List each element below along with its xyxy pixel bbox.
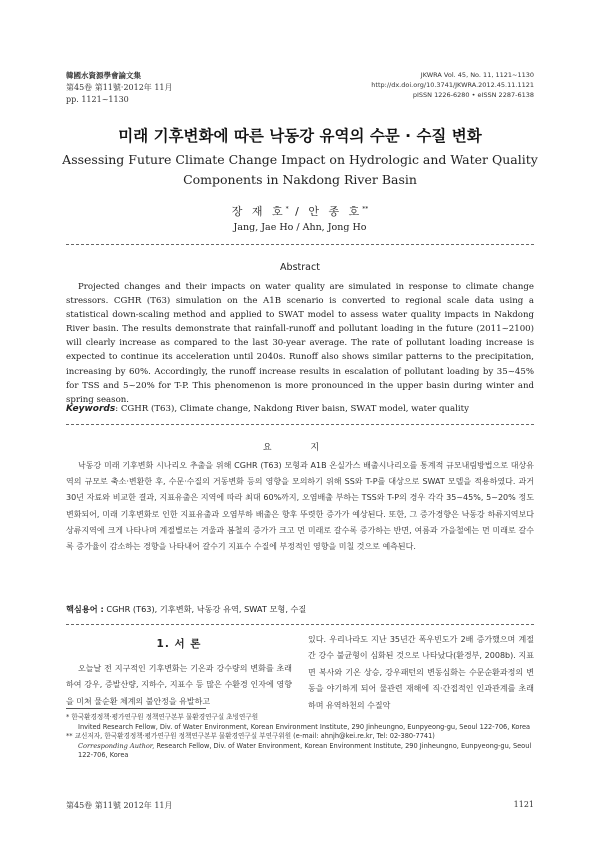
footnotes xyxy=(66,713,534,761)
page-range: pp. 1121~1130 xyxy=(66,95,129,104)
journal-header-left xyxy=(66,70,173,106)
journal-name-ko: 韓國水資源學會論文集 xyxy=(66,71,141,80)
footnote-2-en-text: Research Fellow, Div. of Water Environment, Korean Environment Institute, 290 Jinheungno, Eunpyeong-gu, Seoul 122-706, Korea xyxy=(78,741,532,760)
journal-header-right xyxy=(371,70,534,100)
volume-info-ko: 第45卷 第11號·2012年 11月 xyxy=(66,83,173,92)
keywords-ko-line xyxy=(66,604,534,615)
section-1-text-left: 오늘날 전 지구적인 기후변화는 기온과 강수량의 변화를 초래하여 강우, 증발산량, 지하수, 지표수 등 많은 수환경 인자에 영향을 미쳐 물순환 체계의 불안정을 유발하고 xyxy=(66,664,292,706)
footnote-2-ko: ** 교신저자, 한국환경정책·평가연구원 정책연구본부 물환경연구실 부연구위원 (e-mail: ahnjh@kei.re.kr, Tel: 02-380-7741) xyxy=(66,732,435,741)
keywords-text: : CGHR (T63), Climate change, Nakdong River baisn, SWAT model, water quality xyxy=(115,404,469,414)
author-2-mark: ** xyxy=(362,205,369,213)
author-2-ko: 안 종 호 xyxy=(308,205,363,218)
summary-ko-body: 낙동강 미래 기후변화 시나리오 추출을 위해 CGHR (T63) 모형과 A1B 온실가스 배출시나리오를 통계적 규모내림방법으로 대상유역의 규모로 축소·변환한 후, 수문·수질의 거동변화 등의 영향을 모의하기 위해 SS와 T-P를 대상으로 SWAT 모델을 적용하였다. 과거 30년 자료와 비교한 결과, 지표유출은 지역에 따라 최대 60%까지, 오염배출 부하는 TSS와 T-P의 경우 각각 35~45%, 5~20% 정도 변화되어, 미래 기후변화로 인한 지표유출과 오염부하 배출은 향후 뚜렷한 증가가 예상된다. 또한, 그 증가경향은 낙동강 하류지역보다 상류지역에 크게 나타나며 계절별로는 겨울과 봄철의 증가가 크고 먼 미래로 갈수록 증가하는 반면, 여름과 가을철에는 먼 미래로 갈수록 증가율이 감소하는 경향을 나타내어 갈수기 지표수 수질에 부정적인 영향을 미칠 것으로 예측된다. xyxy=(66,461,534,552)
keywords-ko-label: 핵심용어 : xyxy=(66,604,104,614)
author-separator: / xyxy=(288,205,309,218)
corresponding-author-label: Corresponding Author, xyxy=(78,741,155,750)
section-1-heading: 1. 서 론 xyxy=(156,638,202,650)
summary-ko-heading: 요 지 xyxy=(262,443,338,453)
column-left xyxy=(66,634,292,710)
section-1-text-right: 있다. 우리나라도 지난 35년간 폭우빈도가 2배 증가했으며 계절간 강수 불균형이 심화된 것으로 나타났다(환경부, 2008b). 지표면 복사와 기온 상승, 강우패턴의 변동심화는 수문순환과정의 변동을 야기하게 되어 물관련 재해에 직·간접적인 인과관계를 초래하며 유역하천의 수질악 xyxy=(308,635,534,710)
footer-volume: 第45卷 第11號 2012年 11月 xyxy=(66,801,173,810)
authors-korean xyxy=(0,203,600,219)
footnote-1-en: Invited Research Fellow, Div. of Water Environment, Korean Environment Institute, 290 Jinheungno, Eunpyeong-gu, Seoul 122-706, Korea xyxy=(78,722,531,731)
author-1-mark: * xyxy=(285,205,289,213)
citation: JKWRA Vol. 45, No. 11, 1121~1130 xyxy=(420,71,534,79)
divider-summary xyxy=(66,624,534,625)
footnote-rule xyxy=(66,708,206,709)
keywords-label: Keywords xyxy=(66,404,116,414)
footnote-1-ko: * 한국환경정책·평가연구원 정책연구본부 물환경연구실 초빙연구원 xyxy=(66,713,259,721)
divider-abstract xyxy=(66,424,534,425)
issn: pISSN 1226-6280 • eISSN 2287-6138 xyxy=(412,91,534,99)
footnote-2-en xyxy=(66,742,534,761)
keywords-line xyxy=(66,404,534,414)
doi-link[interactable]: http://dx.doi.org/10.3741/JKWRA.2012.45.11.1121 xyxy=(371,81,534,89)
author-1-ko: 장 재 호 xyxy=(231,205,286,218)
keywords-ko-text: CGHR (T63), 기후변화, 낙동강 유역, SWAT 모형, 수질 xyxy=(103,604,307,614)
column-right xyxy=(308,632,534,714)
title-english: Assessing Future Climate Change Impact on Hydrologic and Water Quality Components in Nakdong River Basin xyxy=(62,152,538,187)
title-korean: 미래 기후변화에 따른 낙동강 유역의 수문 · 수질 변화 xyxy=(118,127,482,145)
divider-top xyxy=(66,244,534,245)
page-number: 1121 xyxy=(513,800,534,809)
abstract-heading: Abstract xyxy=(280,262,320,273)
authors-english: Jang, Jae Ho / Ahn, Jong Ho xyxy=(233,222,367,233)
abstract-body: Projected changes and their impacts on water quality are simulated in response to climate change stressors. CGHR (T63) simulation on the A1B scenario is converted to regional scale data using a statistical down-scaling method and applied to SWAT model to assess water quality impacts in Nakdong River basin. The results demonstrate that rainfall-runoff and pollutant loading in the future (2011~2100) will clearly increase as compared to the last 30-year average. The rate of pollutant loading increase is expected to continue its acceleration until 2040s. Runoff also shows similar patterns to the precipitation, increasing by 60%. Accordingly, the runoff increase results in escalation of pollutant loading by 35~45% for TSS and 5~20% for T-P. This phenomenon is more pronounced in the upper basin during winter and spring season. xyxy=(66,282,534,405)
